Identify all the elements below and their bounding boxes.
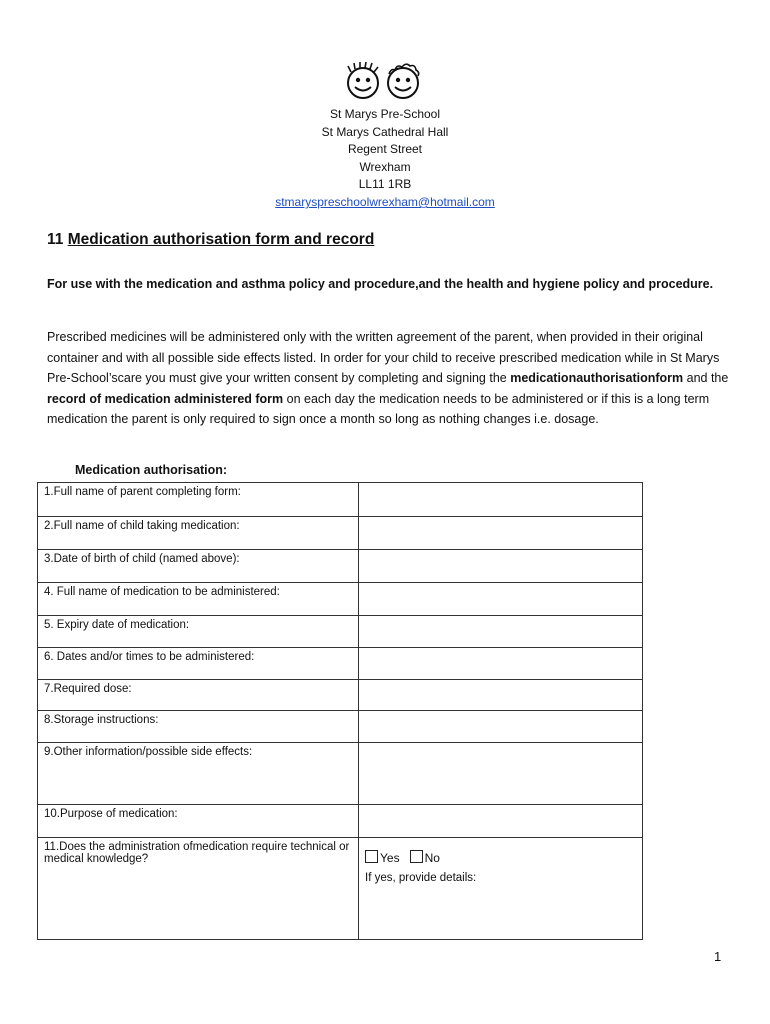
no-label: No — [424, 851, 440, 865]
table-row — [38, 583, 643, 616]
intro-text-3: on each day the medication needs to be administered or if this is a long term medication the parent is only required to sign once a month so long as nothing changes i.e. dosage. — [47, 391, 710, 427]
question-cell: 7.Required dose: — [38, 680, 359, 711]
question-cell: 4. Full name of medication to be administered: — [38, 583, 359, 616]
question-cell: 6. Dates and/or times to be administered: — [38, 648, 359, 680]
yes-checkbox[interactable] — [365, 850, 378, 863]
address-line-town: Wrexham — [359, 159, 411, 174]
email-link[interactable]: stmaryspreschoolwrexham@hotmail.com — [275, 194, 495, 209]
question-cell: 1.Full name of parent completing form: — [38, 483, 359, 517]
medication-form-table — [37, 482, 643, 940]
title-number: 11 — [47, 231, 64, 248]
table-row — [38, 805, 643, 838]
yes-label: Yes — [380, 851, 400, 865]
intro-bold-1: medicationauthorisationform — [510, 371, 684, 386]
question-cell: 8.Storage instructions: — [38, 711, 359, 743]
answer-field[interactable] — [359, 648, 643, 680]
address-line-hall: St Marys Cathedral Hall — [321, 124, 449, 139]
smiley-faces-logo — [341, 62, 425, 100]
table-row — [38, 483, 643, 517]
table-row — [38, 838, 643, 940]
table-row — [38, 711, 643, 743]
table-row — [38, 648, 643, 680]
intro-text-1: Prescribed medicines will be administered only with the written agreement of the parent, when provided in their original container and with all possible side effects listed. In order for your child to receive prescribed medication while in St Marys Pre-School’scare you must give your written consent by completing and signing the — [47, 330, 720, 386]
question-cell: 5. Expiry date of medication: — [38, 616, 359, 648]
page-title — [47, 231, 374, 249]
question-cell: 10.Purpose of medication: — [38, 805, 359, 838]
answer-field[interactable] — [359, 616, 643, 648]
address-line-postcode: LL11 1RB — [358, 177, 412, 192]
table-row — [38, 680, 643, 711]
answer-field[interactable] — [359, 838, 643, 940]
table-row — [38, 550, 643, 583]
question-cell: 2.Full name of child taking medication: — [38, 517, 359, 550]
subtitle: For use with the medication and asthma policy and procedure,and the health and hygiene policy and procedure. — [47, 277, 714, 291]
intro-bold-2: record of medication administered form — [47, 391, 284, 406]
no-checkbox[interactable] — [410, 850, 423, 863]
table-row — [38, 743, 643, 805]
answer-field[interactable] — [359, 680, 643, 711]
answer-field[interactable] — [359, 583, 643, 616]
table-row — [38, 517, 643, 550]
answer-field[interactable] — [359, 743, 643, 805]
intro-text-2: and the — [683, 371, 729, 386]
question-cell: 9.Other information/possible side effects: — [38, 743, 359, 805]
answer-field[interactable] — [359, 711, 643, 743]
title-text: Medication authorisation form and record — [67, 231, 375, 248]
address-line-street: Regent Street — [347, 142, 423, 157]
details-label: If yes, provide details: — [365, 872, 477, 884]
answer-field[interactable] — [359, 483, 643, 517]
school-name: St Marys Pre-School — [329, 107, 441, 121]
authorisation-heading: Medication authorisation: — [75, 463, 228, 477]
answer-field[interactable] — [359, 517, 643, 550]
question-cell: 3.Date of birth of child (named above): — [38, 550, 359, 583]
answer-field[interactable] — [359, 550, 643, 583]
school-address-block — [0, 106, 770, 212]
page-number: 1 — [714, 949, 722, 964]
intro-paragraph — [47, 327, 729, 430]
question-cell: 11.Does the administration ofmedication require technical or medical knowledge? — [38, 838, 359, 940]
answer-field[interactable] — [359, 805, 643, 838]
table-row — [38, 616, 643, 648]
